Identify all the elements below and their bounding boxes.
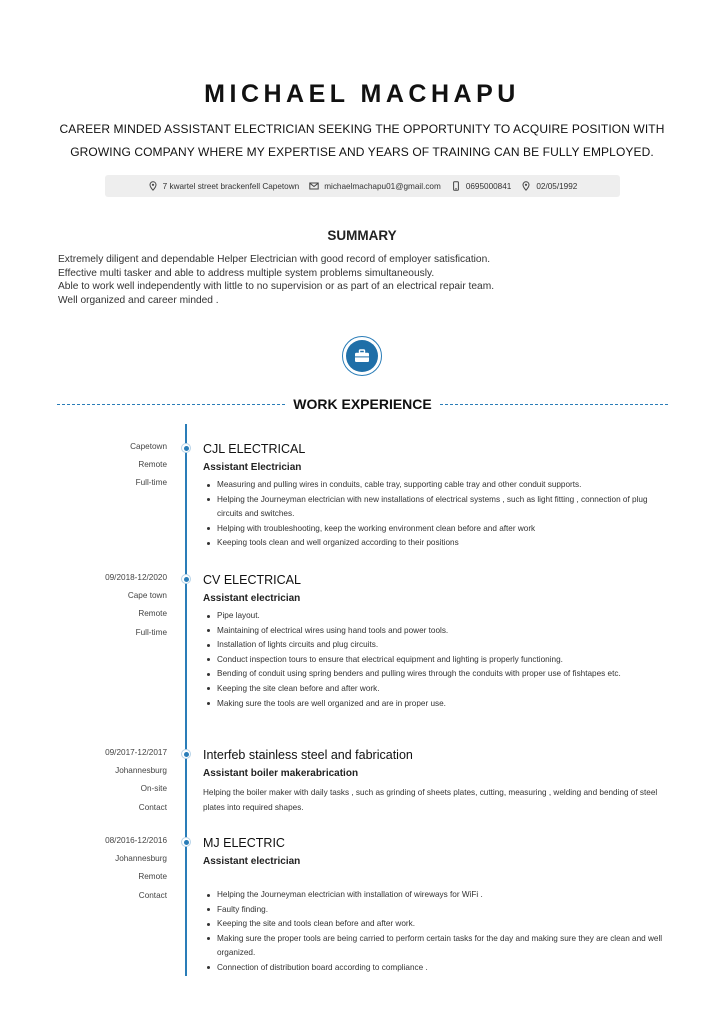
summary-heading: SUMMARY — [327, 228, 397, 243]
job-meta — [60, 832, 167, 905]
bullet-item: Helping the Journeyman electrician with new installations of electrical systems , such as light fitting , connection of plug circuits and switches. — [203, 493, 663, 522]
job-dates: 09/2018-12/2020 — [105, 573, 167, 582]
timeline-dot — [181, 574, 191, 584]
briefcase-icon — [354, 349, 370, 363]
bullet-item: Maintaining of electrical wires using hand tools and power tools. — [203, 624, 663, 639]
work-experience-header — [57, 394, 668, 414]
summary-line: Effective multi tasker and able to address multiple system problems simultaneously. — [58, 267, 435, 279]
job-description: Helping the boiler maker with daily tasks , such as grinding of sheets plates, cutting, measuring , welding and bending of steel plates into required shapes. — [203, 788, 658, 812]
job-meta — [60, 744, 167, 817]
job-meta — [60, 438, 167, 493]
job-content — [203, 572, 663, 711]
company-name: CJL ELECTRICAL — [203, 442, 306, 456]
job-title: Assistant electrician — [203, 856, 301, 867]
job-location: Cape town — [127, 591, 167, 601]
job-employment-type: Contact — [138, 890, 167, 900]
job-title: Assistant electrician — [203, 593, 301, 604]
bullet-item: Making sure the tools are well organized and are in proper use. — [203, 697, 663, 712]
location-pin-icon — [148, 181, 158, 191]
job-content — [203, 747, 663, 815]
bullet-item: Bending of conduit using spring benders and pulling wires through the conduits with proper use of fishtapes etc. — [203, 667, 663, 682]
job-work-mode: Remote — [138, 609, 167, 619]
bullet-item: Pipe layout. — [203, 609, 663, 624]
email-text: michaelmachapu01@gmail.com — [324, 181, 441, 191]
company-name: CV ELECTRICAL — [203, 573, 301, 587]
job-dates: 08/2016-12/2016 — [105, 836, 167, 845]
summary-line: Extremely diligent and dependable Helper Electrician with good record of employer satisfication. — [58, 254, 491, 265]
job-meta — [60, 569, 167, 642]
dob-text: 02/05/1992 — [536, 181, 578, 191]
timeline-dot — [181, 443, 191, 453]
bullet-item: Conduct inspection tours to ensure that electrical equipment and lighting is properly functioning. — [203, 653, 663, 668]
career-objective: CAREER MINDED ASSISTANT ELECTRICIAN SEEKING THE OPPORTUNITY TO ACQUIRE POSITION WITH GROWING COMPANY WHERE MY EXPERTISE AND YEARS OF TRAINING CAN BE FULLY EMPLOYED. — [59, 122, 665, 159]
company-name: MJ ELECTRIC — [203, 836, 285, 850]
job-bullets — [203, 609, 663, 711]
bullet-item: Connection of distribution board according to compliance . — [203, 961, 663, 976]
summary-text — [58, 253, 678, 307]
candidate-name: MICHAEL MACHAPU — [204, 80, 520, 108]
job-bullets — [203, 888, 663, 976]
job-work-mode: Remote — [138, 872, 167, 882]
job-work-mode: Remote — [138, 460, 167, 470]
job-location: Johannesburg — [115, 766, 167, 776]
job-work-mode: On-site — [140, 784, 167, 794]
phone-text: 0695000841 — [465, 181, 512, 191]
job-bullets — [203, 478, 663, 551]
bullet-item: Helping with troubleshooting, keep the working environment clean before and after work — [203, 522, 663, 537]
work-experience-heading: WORK EXPERIENCE — [293, 396, 432, 412]
contact-email[interactable] — [309, 181, 441, 191]
job-dates: 09/2017-12/2017 — [105, 748, 167, 757]
mobile-phone-icon — [451, 181, 461, 191]
job-title: Assistant Electrician — [203, 462, 302, 473]
job-title: Assistant boiler makerabrication — [203, 768, 359, 779]
summary-line: Able to work well independently with little to no supervision or as part of an electrical repair team. — [58, 281, 495, 292]
divider — [57, 404, 285, 405]
contact-bar — [105, 175, 620, 197]
job-location: Johannesburg — [115, 854, 167, 864]
address-text: 7 kwartel street brackenfell Capetown — [162, 181, 300, 191]
timeline-line — [185, 424, 187, 976]
bullet-item: Keeping the site clean before and after work. — [203, 682, 663, 697]
bullet-item: Making sure the proper tools are being carried to perform certain tasks for the day and making sure they are clean and well organized. — [203, 932, 663, 961]
bullet-item: Keeping tools clean and well organized according to their positions — [203, 536, 663, 551]
job-employment-type: Contact — [138, 802, 167, 812]
timeline-dot — [181, 749, 191, 759]
envelope-icon — [309, 181, 319, 191]
contact-address — [148, 181, 300, 191]
contact-phone — [451, 181, 512, 191]
job-content — [203, 835, 663, 976]
bullet-item: Helping the Journeyman electrician with installation of wireways for WiFi . — [203, 888, 663, 903]
bullet-item: Installation of lights circuits and plug circuits. — [203, 638, 663, 653]
bullet-item: Faulty finding. — [203, 903, 663, 918]
job-employment-type: Full-time — [135, 627, 167, 637]
job-location: Capetown — [130, 442, 167, 451]
timeline-dot — [181, 837, 191, 847]
bullet-item: Measuring and pulling wires in conduits, cable tray, supporting cable tray and other conduit supports. — [203, 478, 663, 493]
location-pin-icon — [521, 181, 531, 191]
contact-dob — [521, 181, 577, 191]
company-name: Interfeb stainless steel and fabrication — [203, 748, 413, 762]
summary-line: Well organized and career minded . — [58, 294, 219, 306]
bullet-item: Keeping the site and tools clean before and after work. — [203, 917, 663, 932]
divider — [440, 404, 668, 405]
work-experience-badge — [342, 336, 382, 376]
job-content — [203, 441, 663, 551]
job-employment-type: Full-time — [135, 478, 167, 488]
